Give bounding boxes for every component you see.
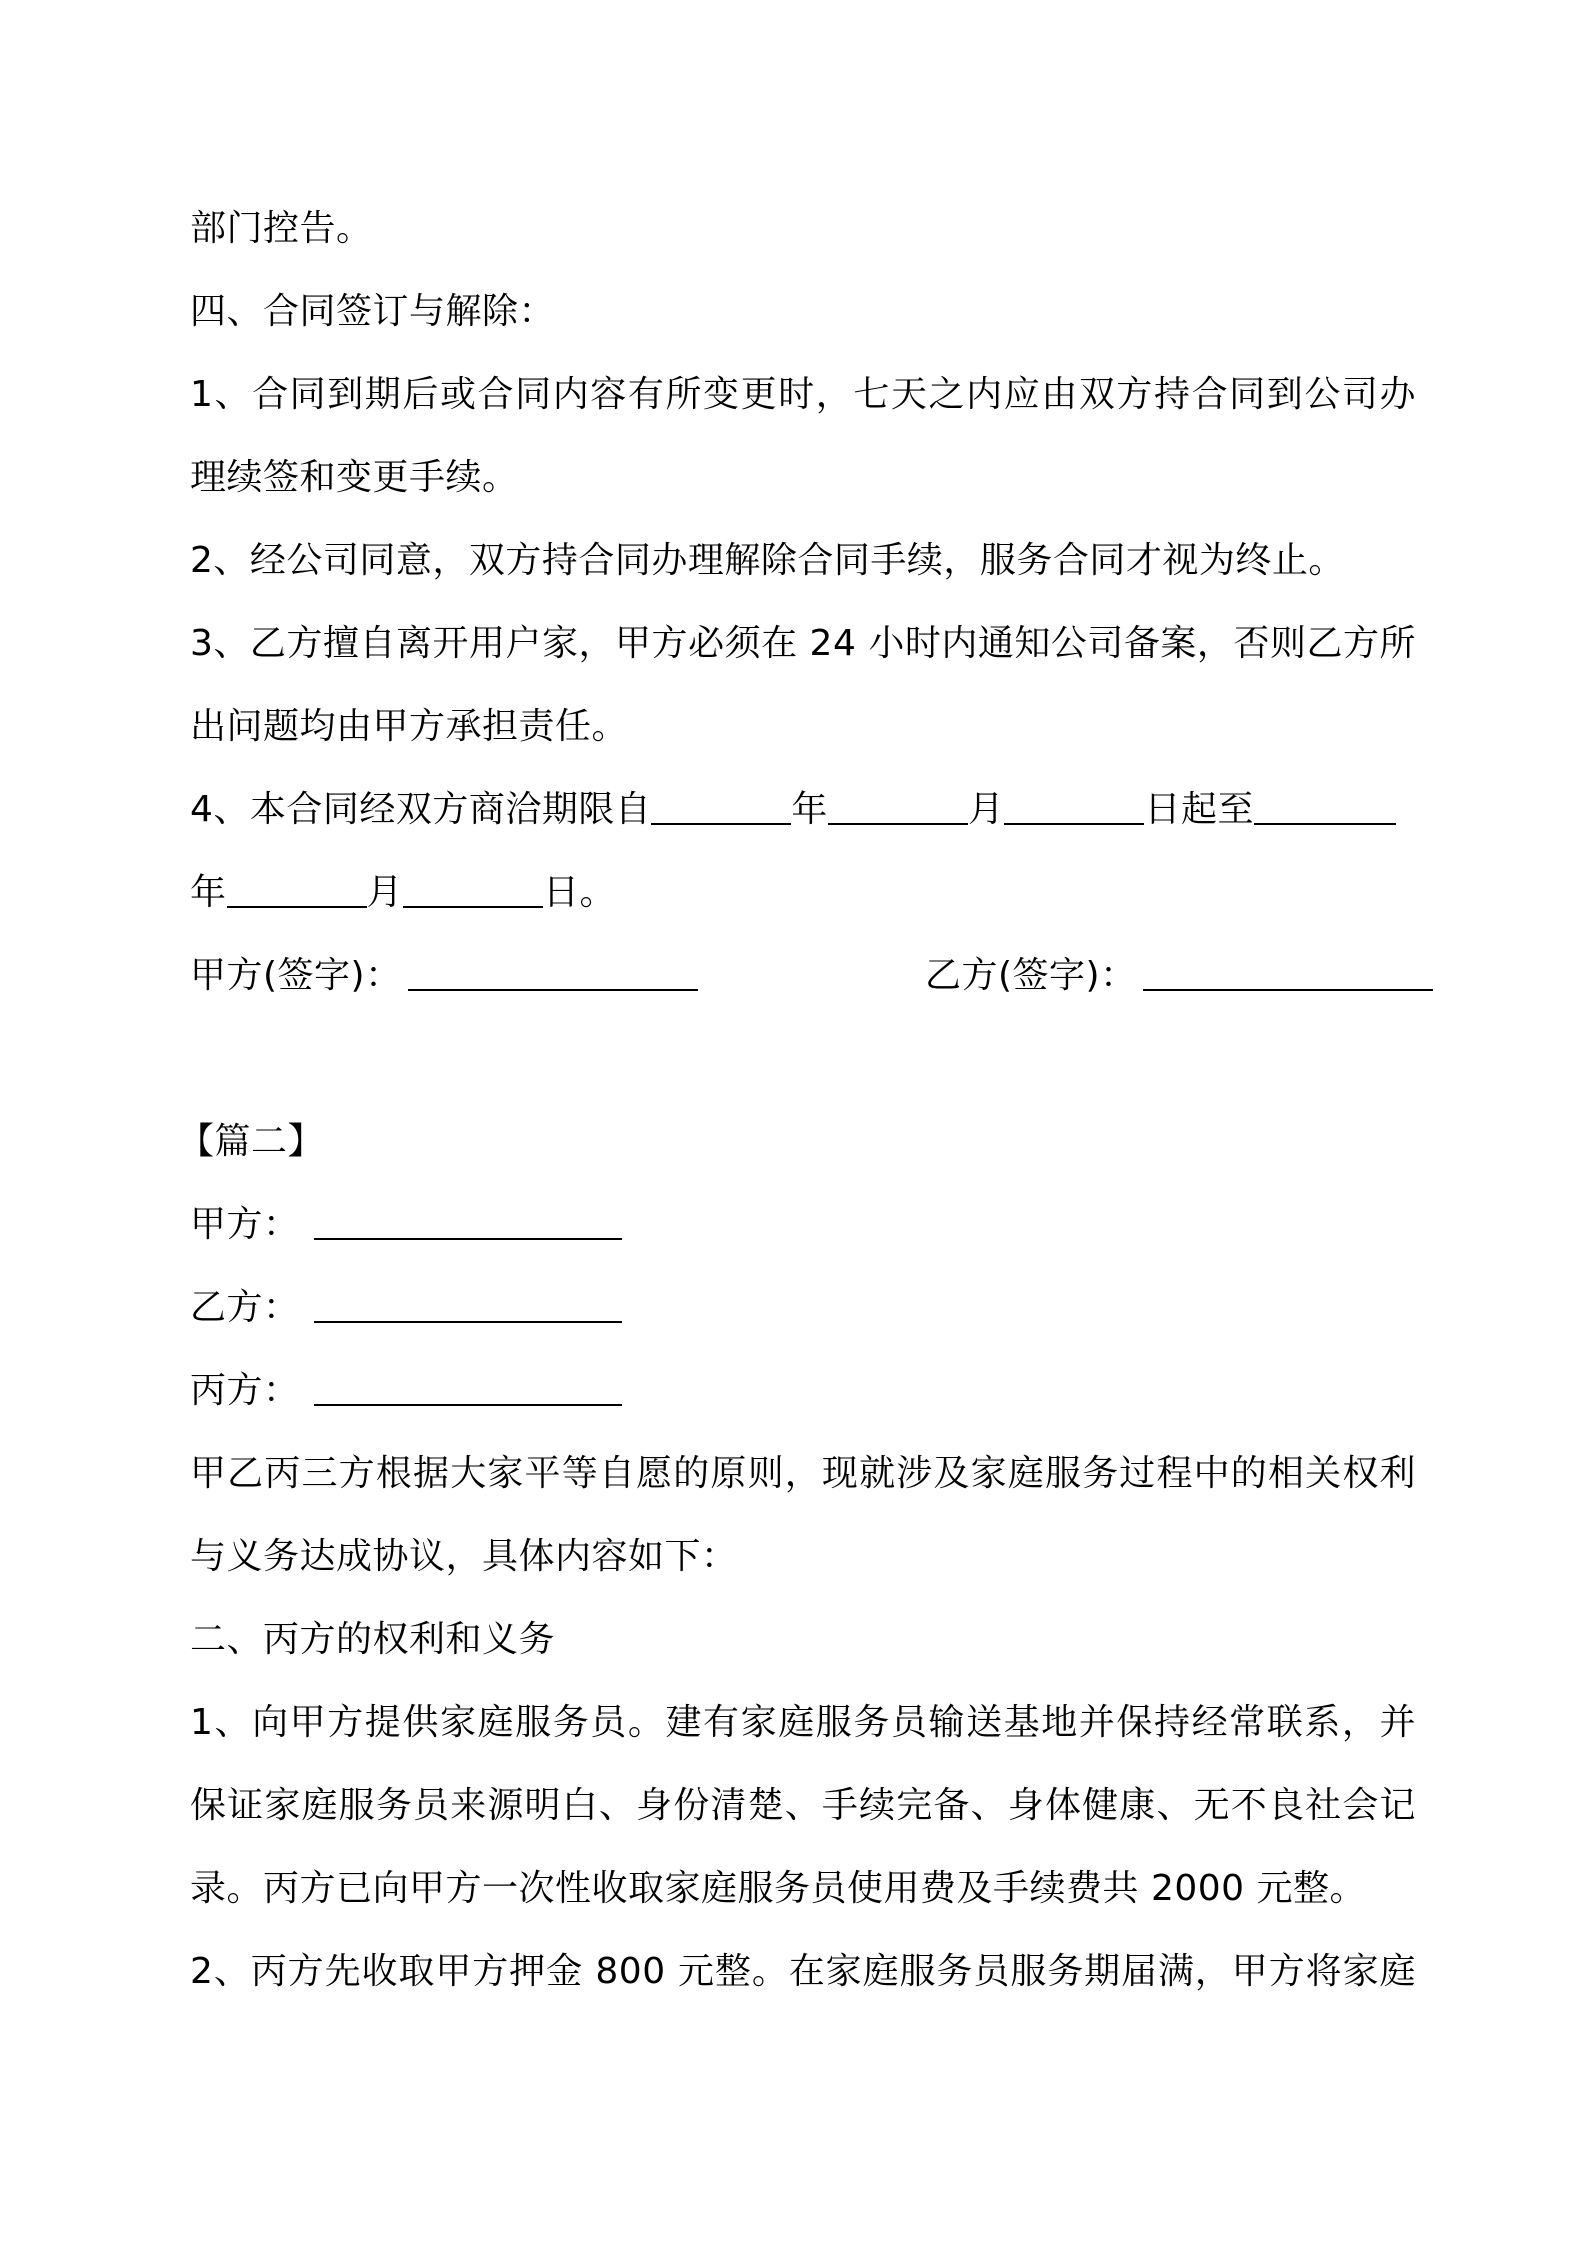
paragraph-line: 保证家庭服务员来源明白、身份清楚、手续完备、身体健康、无不良社会记 <box>190 1785 1416 1826</box>
paragraph-line: 部门控告。 <box>190 208 373 249</box>
start-year-blank[interactable] <box>651 793 791 825</box>
party-b-signature <box>925 934 1433 1017</box>
end-month-blank[interactable] <box>227 876 367 908</box>
party-b-label: 乙方： <box>190 1287 300 1328</box>
party-b-field[interactable] <box>314 1291 622 1323</box>
party-a-signature <box>190 934 698 1017</box>
paragraph-line: 甲乙丙三方根据大家平等自愿的原则，现就涉及家庭服务过程中的相关权利 <box>190 1453 1416 1494</box>
party-b-line <box>190 1266 1416 1349</box>
day-end-label: 日。 <box>543 872 617 913</box>
section-heading: 二、丙方的权利和义务 <box>190 1619 556 1660</box>
party-c-line <box>190 1349 1416 1432</box>
party-c-label: 丙方： <box>190 1370 300 1411</box>
paragraph-line: 录。丙方已向甲方一次性收取家庭服务员使用费及手续费共 2000 元整。 <box>190 1868 1367 1909</box>
section-title: 【篇二】 <box>178 1121 325 1162</box>
party-a-line <box>190 1183 1416 1266</box>
signature-line <box>190 934 1416 1017</box>
end-day-blank[interactable] <box>403 876 543 908</box>
year-label: 年 <box>190 872 227 913</box>
paragraph-line: 理续签和变更手续。 <box>190 457 519 498</box>
paragraph-line: 2、丙方先收取甲方押金 800 元整。在家庭服务员服务期届满，甲方将家庭 <box>190 1951 1416 1992</box>
party-a-field[interactable] <box>314 1208 622 1240</box>
start-month-blank[interactable] <box>828 793 968 825</box>
paragraph-line: 与义务达成协议，具体内容如下： <box>190 1536 738 1577</box>
paragraph-line: 2、经公司同意，双方持合同办理解除合同手续，服务合同才视为终止。 <box>190 540 1345 581</box>
contract-term-line <box>190 768 1416 851</box>
party-b-sign-label: 乙方(签字)： <box>925 955 1137 996</box>
year-label: 年 <box>791 789 828 830</box>
party-c-field[interactable] <box>314 1374 622 1406</box>
party-a-label: 甲方： <box>190 1204 300 1245</box>
paragraph-line: 3、乙方擅自离开用户家，甲方必须在 24 小时内通知公司备案，否则乙方所 <box>190 623 1416 664</box>
month-label: 月 <box>967 789 1005 830</box>
party-b-signature-field[interactable] <box>1143 959 1433 991</box>
paragraph-line: 1、合同到期后或合同内容有所变更时，七天之内应由双方持合同到公司办 <box>190 374 1416 415</box>
start-day-blank[interactable] <box>1004 793 1144 825</box>
end-year-blank-part[interactable] <box>1254 793 1396 825</box>
section-heading: 四、合同签订与解除： <box>190 291 556 332</box>
month-label: 月 <box>366 872 404 913</box>
paragraph-line: 出问题均由甲方承担责任。 <box>190 706 629 747</box>
day-to-label: 日起至 <box>1144 789 1254 830</box>
party-a-sign-label: 甲方(签字)： <box>190 955 402 996</box>
paragraph-line: 1、向甲方提供家庭服务员。建有家庭服务员输送基地并保持经常联系，并 <box>190 1702 1416 1743</box>
contract-term-line-end <box>190 851 1416 934</box>
party-a-signature-field[interactable] <box>408 959 698 991</box>
term-prefix: 4、本合同经双方商洽期限自 <box>190 789 652 830</box>
